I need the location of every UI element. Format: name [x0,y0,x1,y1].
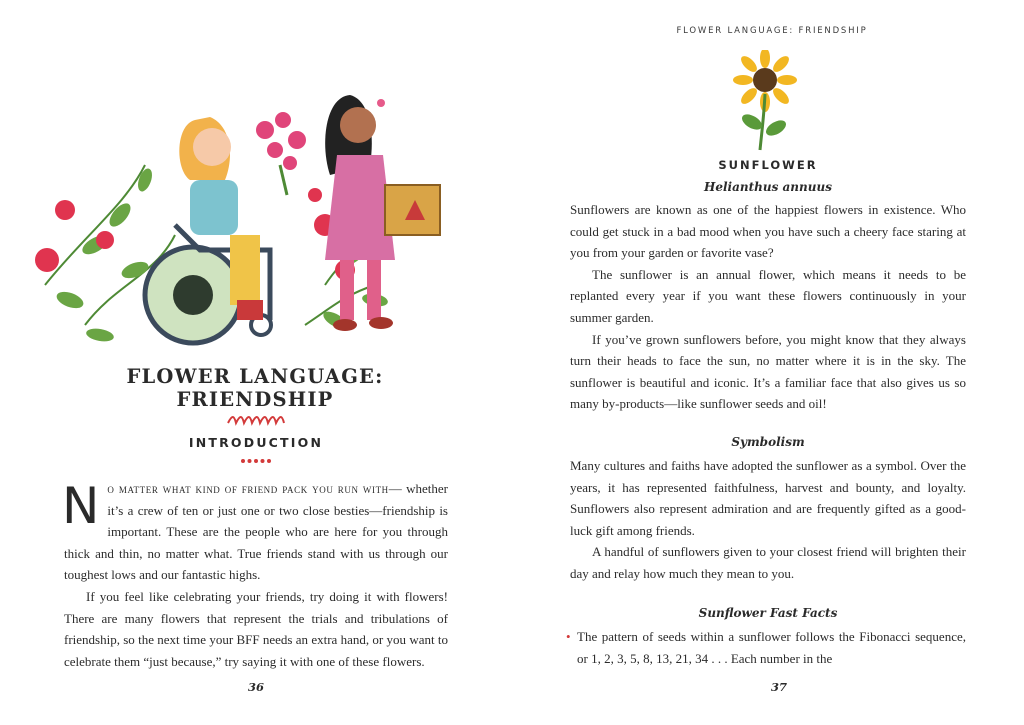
girl-with-box [325,95,440,331]
running-head: FLOWER LANGUAGE: FRIENDSHIP [676,26,868,36]
bouquet [256,112,306,195]
sunflower-illustration [732,50,798,152]
flower-name: SUNFLOWER [718,158,818,172]
fast-facts-heading: Sunflower Fast Facts [698,606,838,620]
sunflower-center [753,68,777,92]
list-item [566,626,966,669]
symbolism-paragraph-2: A handful of sunflowers given to your closest friend will brighten their day and relay how much they mean to you. [570,544,966,581]
page-number-left: 36 [247,680,264,694]
page-number-right: 37 [770,680,787,694]
sunflower-paragraph-3: If you’ve grown sunflowers before, you might know that they always turn their heads to face the sun, no matter where it is in the sky. The sunflower is beautiful and iconic. It’s a familiar face that also gives us so many by-products—like sunflower seeds and oil! [570,331,966,412]
intro-paragraph-1-rest: whether it’s a crew of ten or just one or two close besties—friendship is important. These are the people who are here for you through thick and thin, no matter what. True friends stand with us through our toughest lows and our fantastic highs. [64,481,448,583]
red-squiggle-ornament [226,414,286,426]
sunflower-paragraph-2: The sunflower is an annual flower, which means it needs to be replanted every year if you want these flowers continuously in your summer garden. [570,266,966,325]
sunflower-description [570,199,966,415]
symbolism-paragraph-1: Many cultures and faiths have adopted the sunflower as a symbol. Over the years, it has represented faithfulness, harvest and bounty, and loyalty. Sunflowers also represent admiration and are frequently gifted as a good-luck gift among friends. [570,458,966,538]
friends-illustration [25,85,465,350]
bullet-icon: • [566,629,571,644]
fast-facts-list [566,626,966,669]
red-dots-ornament [240,458,272,464]
latin-name: Helianthus annuus [704,180,832,194]
section-heading: INTRODUCTION [188,435,324,450]
sunflower-leaf-right [763,117,788,138]
chapter-title-line2: FRIENDSHIP [176,388,334,411]
sunflower-paragraph-1: Sunflowers are known as one of the happiest flowers in existence. Who could get stuck in a bad mood when you have such a cheery face staring at you from your garden or favorite vase? [570,202,966,261]
intro-paragraph-2: If you feel like celebrating your friends, try doing it with flowers! There are many flowers that represent the trials and tribulations of friendship, so the next time your BFF needs an extra hand, or you want to celebrate them “just because,” try saying it with one of these flowers. [64,588,448,669]
symbolism-text [570,455,966,585]
chapter-title [100,365,410,411]
right-page [512,0,1024,725]
fast-fact-text: The pattern of seeds within a sunflower follows the Fibonacci sequence, or 1, 2, 3, 5, 8, 13, 21, 34 . . . Each number in the [577,629,966,666]
intro-paragraph-1 [64,478,448,586]
drop-cap: N [62,477,100,535]
introduction-text [64,478,448,672]
symbolism-heading: Symbolism [731,435,805,449]
lead-small-caps: o matter what kind of friend pack you run with— [107,481,403,496]
chapter-title-line1: FLOWER LANGUAGE: [126,365,384,388]
